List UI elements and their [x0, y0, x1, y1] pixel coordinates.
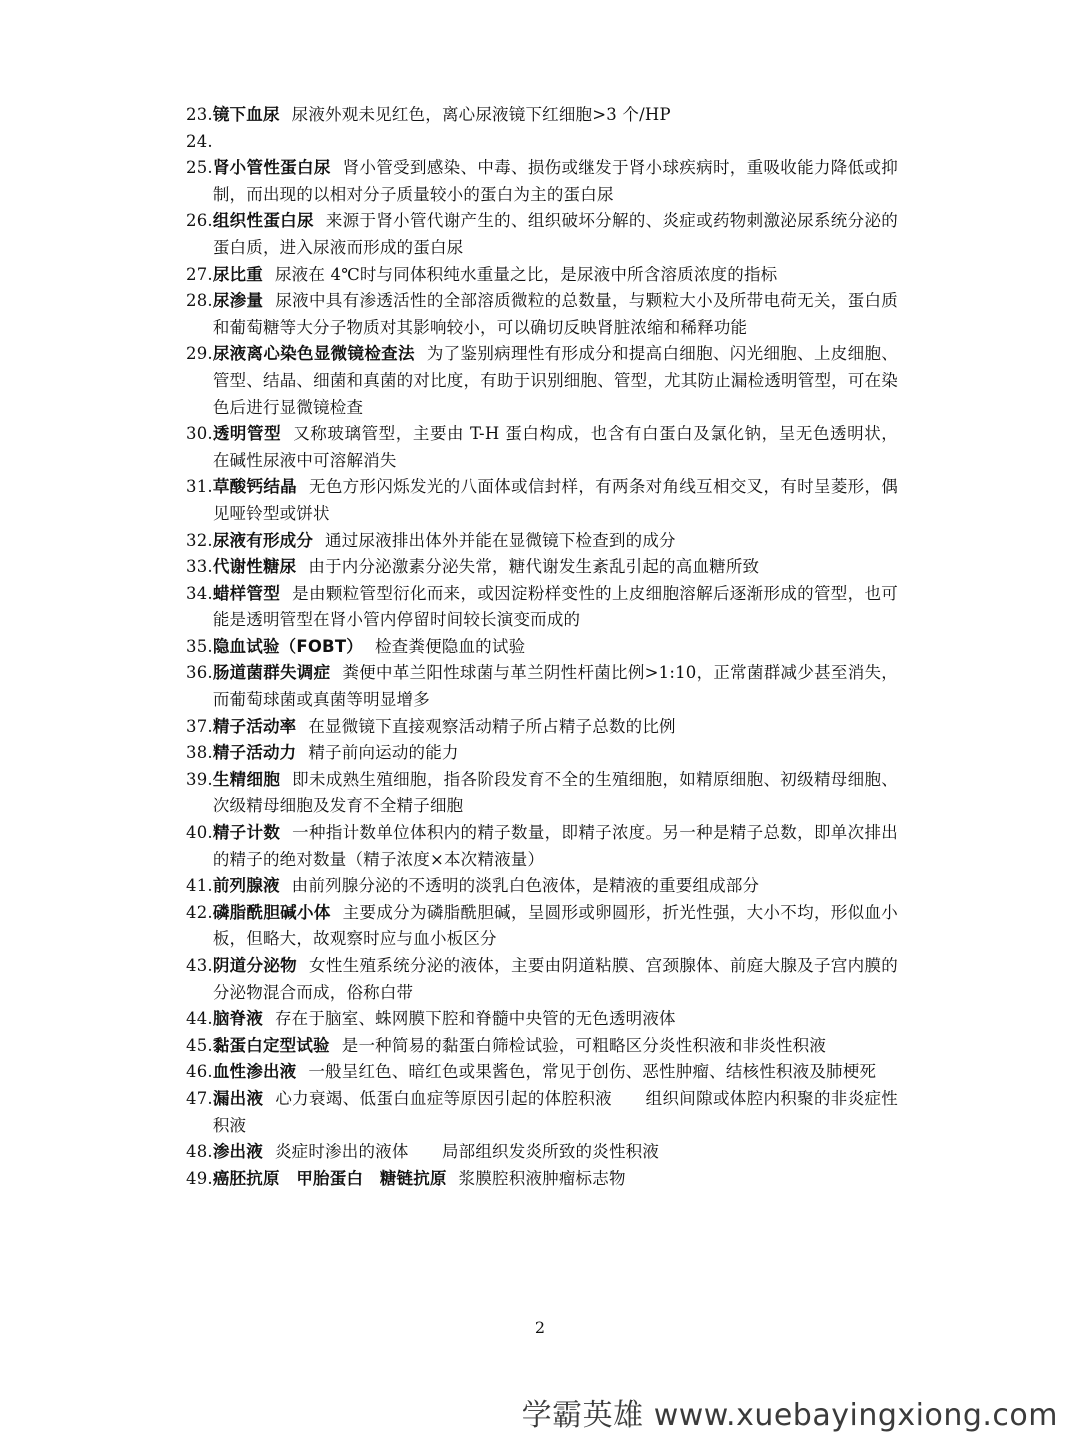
entry-body — [213, 953, 898, 1006]
page-number: 2 — [534, 1318, 546, 1337]
glossary-list — [186, 102, 898, 1192]
entry-term: 黏蛋白定型试验 — [212, 1035, 330, 1055]
entry-number: 47. — [186, 1088, 213, 1108]
glossary-entry — [186, 820, 898, 873]
glossary-entry — [186, 1139, 898, 1166]
entry-body — [213, 1086, 898, 1139]
glossary-entry — [186, 1166, 898, 1193]
glossary-entry — [186, 873, 898, 900]
entry-body — [213, 714, 898, 741]
entry-number: 40. — [186, 823, 213, 843]
entry-definition: 尿液中具有渗透活性的全部溶质微粒的总数量，与颗粒大小及所带电荷无关，蛋白质和葡萄糖等大分子物质对其影响较小，可以确切反映肾脏浓缩和稀释功能 — [212, 291, 898, 337]
entry-term: 尿比重 — [212, 264, 263, 284]
entry-body — [213, 1006, 898, 1033]
entry-body — [213, 102, 898, 129]
glossary-entry — [186, 1059, 898, 1086]
entry-definition: 浆膜腔积液肿瘤标志物 — [458, 1168, 626, 1188]
watermark-text: 学霸英雄 www.xuebayingxiong.com — [521, 1398, 1058, 1433]
entry-number: 27. — [186, 264, 213, 284]
glossary-entry — [186, 155, 898, 208]
entry-definition: 主要成分为磷脂酰胆碱，呈圆形或卵圆形，折光性强，大小不均，形似血小板，但略大，故观察时应与血小板区分 — [212, 902, 898, 949]
entry-definition: 即未成熟生殖细胞，指各阶段发育不全的生殖细胞，如精原细胞、初级精母细胞、次级精母细胞及发育不全精子细胞 — [212, 769, 898, 816]
entry-term: 渗出液 — [212, 1142, 263, 1162]
entry-definition: 精子前向运动的能力 — [308, 743, 459, 763]
glossary-entry — [186, 1006, 898, 1033]
glossary-entry — [186, 953, 898, 1006]
entry-term: 生精细胞 — [212, 769, 281, 789]
entry-definition: 为了鉴别病理性有形成分和提高白细胞、闪光细胞、上皮细胞、管型、结晶、细菌和真菌的对比度，有助于识别细胞、管型，尤其防止漏检透明管型，可在染色后进行显微镜检查 — [212, 344, 898, 417]
entry-definition: 又称玻璃管型，主要由 T-H 蛋白构成，也含有白蛋白及氯化钠，呈无色透明状，在碱性尿液中可溶解消失 — [212, 424, 898, 470]
entry-term: 尿渗量 — [212, 291, 264, 311]
glossary-entry — [186, 208, 898, 261]
entry-number: 36. — [186, 663, 213, 683]
entry-body — [213, 474, 898, 527]
entry-body — [213, 421, 898, 474]
entry-number: 44. — [186, 1009, 213, 1029]
entry-body — [213, 767, 898, 820]
entry-term: 尿液离心染色显微镜检查法 — [212, 344, 415, 364]
entry-body — [213, 129, 898, 156]
entry-definition: 由前列腺分泌的不透明的淡乳白色液体，是精液的重要组成部分 — [291, 876, 760, 896]
entry-number: 35. — [186, 636, 213, 656]
entry-number: 29. — [186, 344, 213, 364]
entry-body — [213, 528, 898, 555]
entry-definition: 由于内分泌激素分泌失常，糖代谢发生紊乱引起的高血糖所致 — [308, 557, 760, 577]
entry-term: 脑脊液 — [212, 1009, 263, 1029]
entry-body — [213, 1059, 898, 1086]
entry-body — [213, 873, 898, 900]
glossary-entry — [186, 528, 898, 555]
glossary-entry — [186, 740, 898, 767]
entry-body — [213, 820, 898, 873]
entry-definition: 存在于脑室、蛛网膜下腔和脊髓中央管的无色透明液体 — [274, 1009, 676, 1029]
glossary-entry — [186, 554, 898, 581]
entry-number: 26. — [186, 211, 213, 231]
entry-number: 24. — [186, 131, 213, 151]
entry-definition: 检查粪便隐血的试验 — [374, 636, 526, 656]
entry-term: 血性渗出液 — [212, 1062, 297, 1082]
entry-definition: 心力衰竭、低蛋白血症等原因引起的体腔积液 组织间隙或体腔内积聚的非炎症性积液 — [212, 1088, 898, 1135]
entry-body — [213, 341, 898, 421]
glossary-entry — [186, 634, 898, 661]
entry-body — [213, 1139, 898, 1166]
entry-definition: 一种指计数单位体积内的精子数量，即精子浓度。另一种是精子总数，即单次排出的精子的绝对数量（精子浓度×本次精液量） — [212, 823, 898, 869]
entry-body — [213, 1166, 898, 1193]
entry-number: 33. — [186, 557, 213, 577]
entry-body — [213, 1033, 898, 1060]
glossary-entry — [186, 581, 898, 634]
entry-body — [213, 288, 898, 341]
entry-number: 25. — [186, 158, 213, 178]
entry-definition: 是由颗粒管型衍化而来，或因淀粉样变性的上皮细胞溶解后逐渐形成的管型，也可能是透明管型在肾小管内停留时间较长演变而成的 — [212, 583, 898, 630]
entry-term: 肠道菌群失调症 — [212, 663, 331, 683]
entry-term: 精子计数 — [212, 823, 281, 843]
entry-number: 49. — [186, 1168, 213, 1188]
glossary-entry — [186, 767, 898, 820]
entry-number: 48. — [186, 1142, 213, 1162]
entry-term: 代谢性糖尿 — [212, 557, 297, 577]
entry-term: 肾小管性蛋白尿 — [212, 158, 331, 178]
entry-body — [213, 155, 898, 208]
entry-term: 精子活动力 — [212, 743, 297, 763]
entry-number: 45. — [186, 1035, 213, 1055]
entry-body — [213, 660, 898, 713]
glossary-entry — [186, 474, 898, 527]
glossary-entry — [186, 660, 898, 713]
entry-body — [213, 634, 898, 661]
entry-term: 漏出液 — [212, 1088, 264, 1108]
entry-definition: 女性生殖系统分泌的液体，主要由阴道粘膜、宫颈腺体、前庭大腺及子宫内膜的分泌物混合而成，俗称白带 — [212, 956, 899, 1002]
entry-number: 31. — [186, 477, 213, 497]
glossary-entry — [186, 1086, 898, 1139]
entry-term: 癌胚抗原 甲胎蛋白 糖链抗原 — [212, 1168, 447, 1188]
entry-definition: 粪便中革兰阳性球菌与革兰阴性杆菌比例>1:10，正常菌群减少甚至消失，而葡萄球菌或真菌等明显增多 — [212, 663, 898, 710]
entry-term: 组织性蛋白尿 — [212, 211, 314, 231]
entry-number: 28. — [186, 291, 213, 311]
entry-term: 透明管型 — [212, 424, 282, 444]
entry-body — [213, 581, 898, 634]
entry-number: 37. — [186, 716, 213, 736]
glossary-entry — [186, 129, 898, 156]
entry-definition: 尿液在 4℃时与同体积纯水重量之比，是尿液中所含溶质浓度的指标 — [274, 264, 778, 284]
entry-number: 43. — [186, 956, 213, 975]
entry-number: 42. — [186, 902, 213, 922]
entry-body — [213, 554, 898, 581]
glossary-entry — [186, 900, 898, 953]
entry-body — [213, 900, 898, 953]
entry-term: 前列腺液 — [212, 876, 280, 896]
entry-number: 38. — [186, 743, 213, 763]
entry-number: 39. — [186, 769, 213, 789]
entry-definition: 来源于肾小管代谢产生的、组织破坏分解的、炎症或药物刺激泌尿系统分泌的蛋白质，进入尿液而形成的蛋白尿 — [212, 211, 898, 257]
entry-number: 30. — [186, 424, 213, 444]
entry-term: 镜下血尿 — [212, 105, 280, 124]
entry-term: 蜡样管型 — [212, 583, 281, 603]
glossary-entry — [186, 288, 898, 341]
entry-term: 精子活动率 — [212, 716, 297, 736]
entry-number: 46. — [186, 1062, 213, 1082]
entry-definition: 尿液外观未见红色，离心尿液镜下红细胞>3 个/HP — [291, 105, 671, 124]
glossary-entry — [186, 262, 898, 289]
entry-body — [213, 262, 898, 289]
entry-number: 32. — [186, 530, 213, 550]
entry-definition: 在显微镜下直接观察活动精子所占精子总数的比例 — [308, 716, 676, 736]
entry-definition: 无色方形闪烁发光的八面体或信封样，有两条对角线互相交叉，有时呈菱形，偶见哑铃型或饼状 — [212, 477, 899, 523]
entry-term: 尿液有形成分 — [212, 530, 314, 550]
entry-body — [213, 740, 898, 767]
entry-definition: 炎症时渗出的液体 局部组织发炎所致的炎性积液 — [274, 1142, 660, 1162]
entry-definition: 通过尿液排出体外并能在显微镜下检查到的成分 — [325, 530, 676, 550]
glossary-entry — [186, 341, 898, 421]
entry-number: 23. — [186, 105, 213, 124]
glossary-entry — [186, 102, 898, 129]
entry-term: 磷脂酰胆碱小体 — [212, 902, 331, 922]
entry-definition: 一般呈红色、暗红色或果酱色，常见于创伤、恶性肿瘤、结核性积液及肺梗死 — [308, 1062, 877, 1082]
entry-number: 34. — [186, 583, 213, 603]
entry-term: 阴道分泌物 — [212, 956, 298, 975]
glossary-entry — [186, 1033, 898, 1060]
entry-body — [213, 208, 898, 261]
entry-number: 41. — [186, 876, 213, 896]
entry-term: 草酸钙结晶 — [212, 477, 298, 497]
entry-term: 隐血试验（FOBT） — [212, 636, 363, 656]
entry-definition: 肾小管受到感染、中毒、损伤或继发于肾小球疾病时，重吸收能力降低或抑制，而出现的以相对分子质量较小的蛋白为主的蛋白尿 — [212, 158, 898, 204]
glossary-entry — [186, 421, 898, 474]
entry-definition: 是一种简易的黏蛋白筛检试验，可粗略区分炎性积液和非炎性积液 — [341, 1035, 827, 1055]
glossary-entry — [186, 714, 898, 741]
